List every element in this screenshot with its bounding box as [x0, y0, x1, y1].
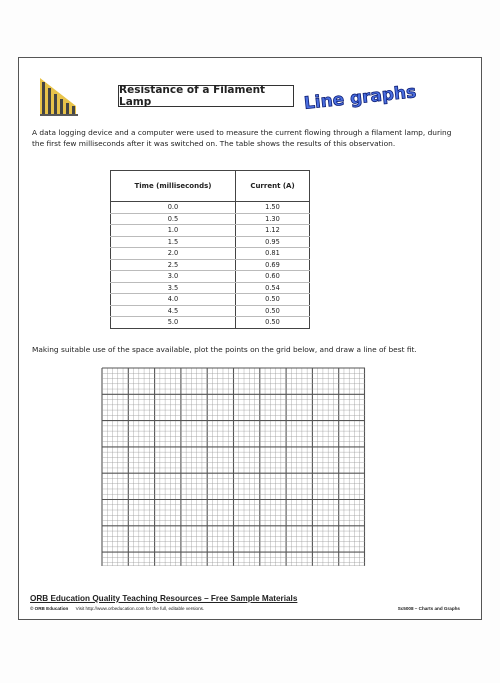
time-cell: 2.0: [111, 248, 236, 260]
time-cell: 4.5: [111, 305, 236, 317]
table-row: [111, 202, 310, 214]
time-cell: 0.0: [111, 202, 236, 214]
table-row: [111, 317, 310, 329]
instruction-paragraph: Making suitable use of the space available, plot the points on the grid below, and draw a line of best fit.: [32, 345, 417, 354]
table-row: [111, 271, 310, 283]
table-row: [111, 305, 310, 317]
current-cell: 0.50: [235, 294, 309, 306]
bar-chart-logo-icon: [36, 74, 80, 118]
time-cell: 1.5: [111, 236, 236, 248]
footer-copyright: © ORB Education: [30, 606, 69, 611]
current-cell: 0.69: [235, 259, 309, 271]
current-cell: 0.81: [235, 248, 309, 260]
table-row: [111, 248, 310, 260]
footer-code: Sc5008 – Charts and Graphs: [397, 606, 460, 611]
footer-title: ORB Education Quality Teaching Resources – Free Sample Materials: [30, 594, 298, 603]
worksheet-title: Resistance of a Filament Lamp: [118, 85, 294, 107]
table-row: [111, 236, 310, 248]
current-cell: 1.30: [235, 213, 309, 225]
intro-paragraph: A data logging device and a computer were used to measure the current flowing through a filament lamp, during the first few milliseconds after it was switched on. The table shows the results of this observation.: [32, 128, 452, 149]
current-cell: 0.50: [235, 317, 309, 329]
current-cell: 0.95: [235, 236, 309, 248]
current-cell: 0.60: [235, 271, 309, 283]
line-graphs-wordart: [303, 77, 418, 114]
current-cell: 1.50: [235, 202, 309, 214]
current-cell: 0.50: [235, 305, 309, 317]
wordart-text: Line graphs: [303, 82, 418, 114]
current-cell: 1.12: [235, 225, 309, 237]
time-cell: 1.0: [111, 225, 236, 237]
time-cell: 4.0: [111, 294, 236, 306]
column-header-time: Time (milliseconds): [111, 171, 236, 202]
time-cell: 0.5: [111, 213, 236, 225]
column-header-current: Current (A): [235, 171, 309, 202]
time-cell: 3.5: [111, 282, 236, 294]
time-cell: 2.5: [111, 259, 236, 271]
time-cell: 5.0: [111, 317, 236, 329]
table-row: [111, 294, 310, 306]
graph-paper-grid: [102, 368, 365, 566]
current-cell: 0.54: [235, 282, 309, 294]
table-row: [111, 213, 310, 225]
footer-visit: Visit http://www.orbeducation.com for the full, editable versions.: [75, 606, 205, 611]
time-cell: 3.0: [111, 271, 236, 283]
table-row: [111, 225, 310, 237]
table-row: [111, 259, 310, 271]
table-row: [111, 282, 310, 294]
data-table: [110, 170, 310, 329]
